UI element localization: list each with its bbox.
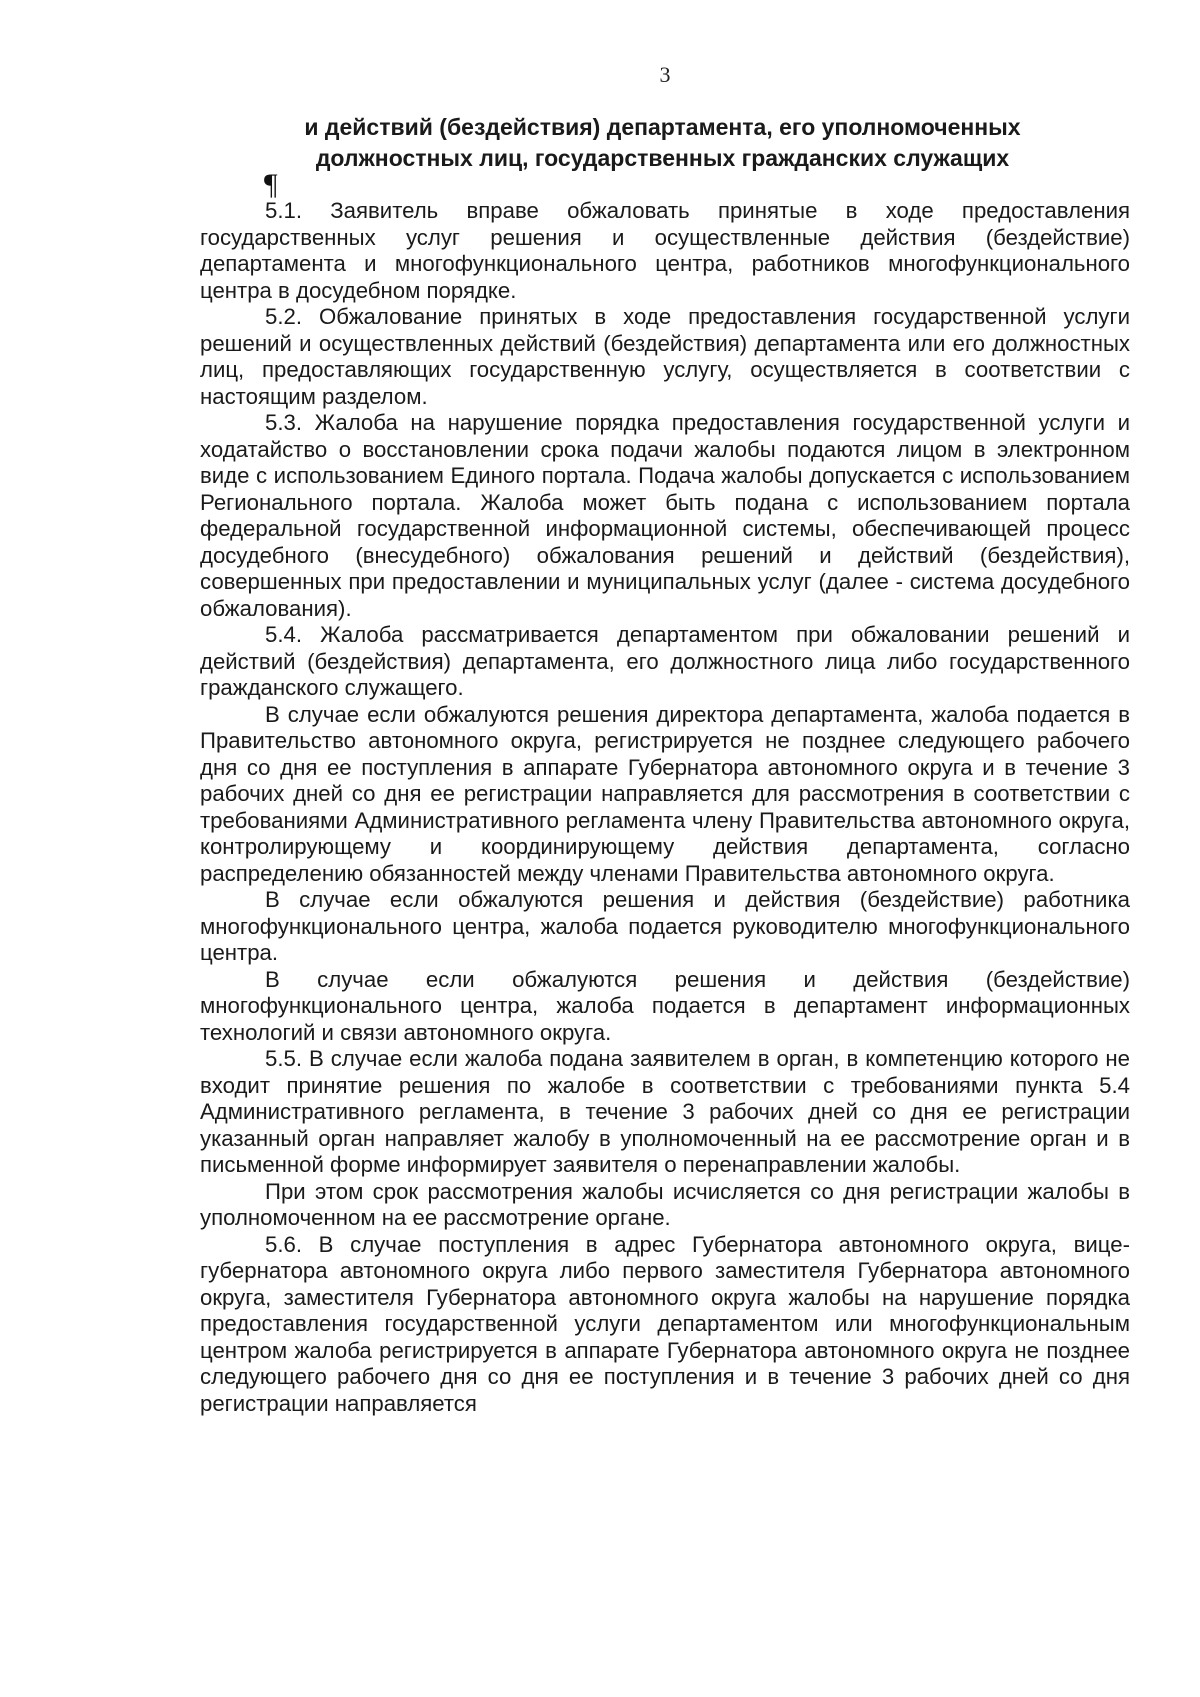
paragraph-5-3: 5.3. Жалоба на нарушение порядка предоставления государственной услуги и ходатайство о восстановлении срока подачи жалобы подаются лицом в электронном виде с использованием Единого портала. Подача жалобы допускается с использованием Регионального портала. Жалоба может быть подана с использованием портала федеральной государственной информационной системы, обеспечивающей процесс досудебного (внесудебного) обжалования решений и действий (бездействия), совершенных при предоставлении и муниципальных услуг (далее - система досудебного обжалования). (200, 410, 1130, 621)
paragraph-5-5: 5.5. В случае если жалоба подана заявителем в орган, в компетенцию которого не входит принятие решения по жалобе в соответствии с требованиями пункта 5.4 Административного регламента, в течение 3 рабочих дней со дня ее регистрации указанный орган направляет жалобу в уполномоченный на ее рассмотрение орган и в письменной форме информирует заявителя о перенаправлении жалобы. (200, 1046, 1130, 1177)
paragraph-5-4: 5.4. Жалоба рассматривается департаментом при обжаловании решений и действий (бездействия) департамента, его должностного лица либо государственного гражданского служащего. (200, 622, 1130, 700)
section-heading (190, 112, 1135, 174)
paragraph-5-6: 5.6. В случае поступления в адрес Губернатора автономного округа, вице-губернатора автономного округа либо первого заместителя Губернатора автономного округа, заместителя Губернатора автономного округа жалобы на нарушение порядка предоставления государственной услуги департаментом или многофункциональным центром жалоба регистрируется в аппарате Губернатора автономного округа не позднее следующего рабочего дня со дня ее поступления и в течение 3 рабочих дней со дня регистрации направляется (200, 1231, 1130, 1416)
paragraph-5-2: 5.2. Обжалование принятых в ходе предоставления государственной услуги решений и осуществленных действий (бездействия) департамента или его должностных лиц, предоставляющих государственную услугу, осуществляется в соответствии с настоящим разделом. (200, 304, 1130, 409)
paragraph-5-1: 5.1. Заявитель вправе обжаловать принятые в ходе предоставления государственных услуг решения и осуществленные действия (бездействие) департамента и многофункционального центра, работников многофункционального центра в досудебном порядке. (200, 198, 1130, 303)
pilcrow-mark: ¶ (264, 168, 278, 201)
section-heading-line-1: и действий (бездействия) департамента, его уполномоченных (304, 114, 1021, 140)
paragraph-5-4-director: В случае если обжалуются решения директора департамента, жалоба подается в Правительство автономного округа, регистрируется не позднее следующего рабочего дня со дня ее поступления в аппарате Губернатора автономного округа и в течение 3 рабочих дней со дня ее регистрации направляется для рассмотрения в соответствии с требованиями Административного регламента члену Правительства автономного округа, контролирующему и координирующему действия департамента, согласно распределению обязанностей между членами Правительства автономного округа. (200, 701, 1130, 886)
paragraph-5-4-mfc-worker: В случае если обжалуются решения и действия (бездействие) работника многофункционального центра, жалоба подается руководителю многофункционального центра. (200, 887, 1130, 965)
page-number: 3 (659, 62, 671, 87)
paragraph-5-4-mfc: В случае если обжалуются решения и действия (бездействие) многофункционального центра, жалоба подается в департамент информационных технологий и связи автономного округа. (200, 966, 1130, 1045)
paragraph-5-5-term: При этом срок рассмотрения жалобы исчисляется со дня регистрации жалобы в уполномоченном на ее рассмотрение органе. (200, 1178, 1130, 1230)
document-body (200, 198, 1130, 1417)
section-heading-line-2: должностных лиц, государственных гражданских служащих (315, 145, 1010, 171)
